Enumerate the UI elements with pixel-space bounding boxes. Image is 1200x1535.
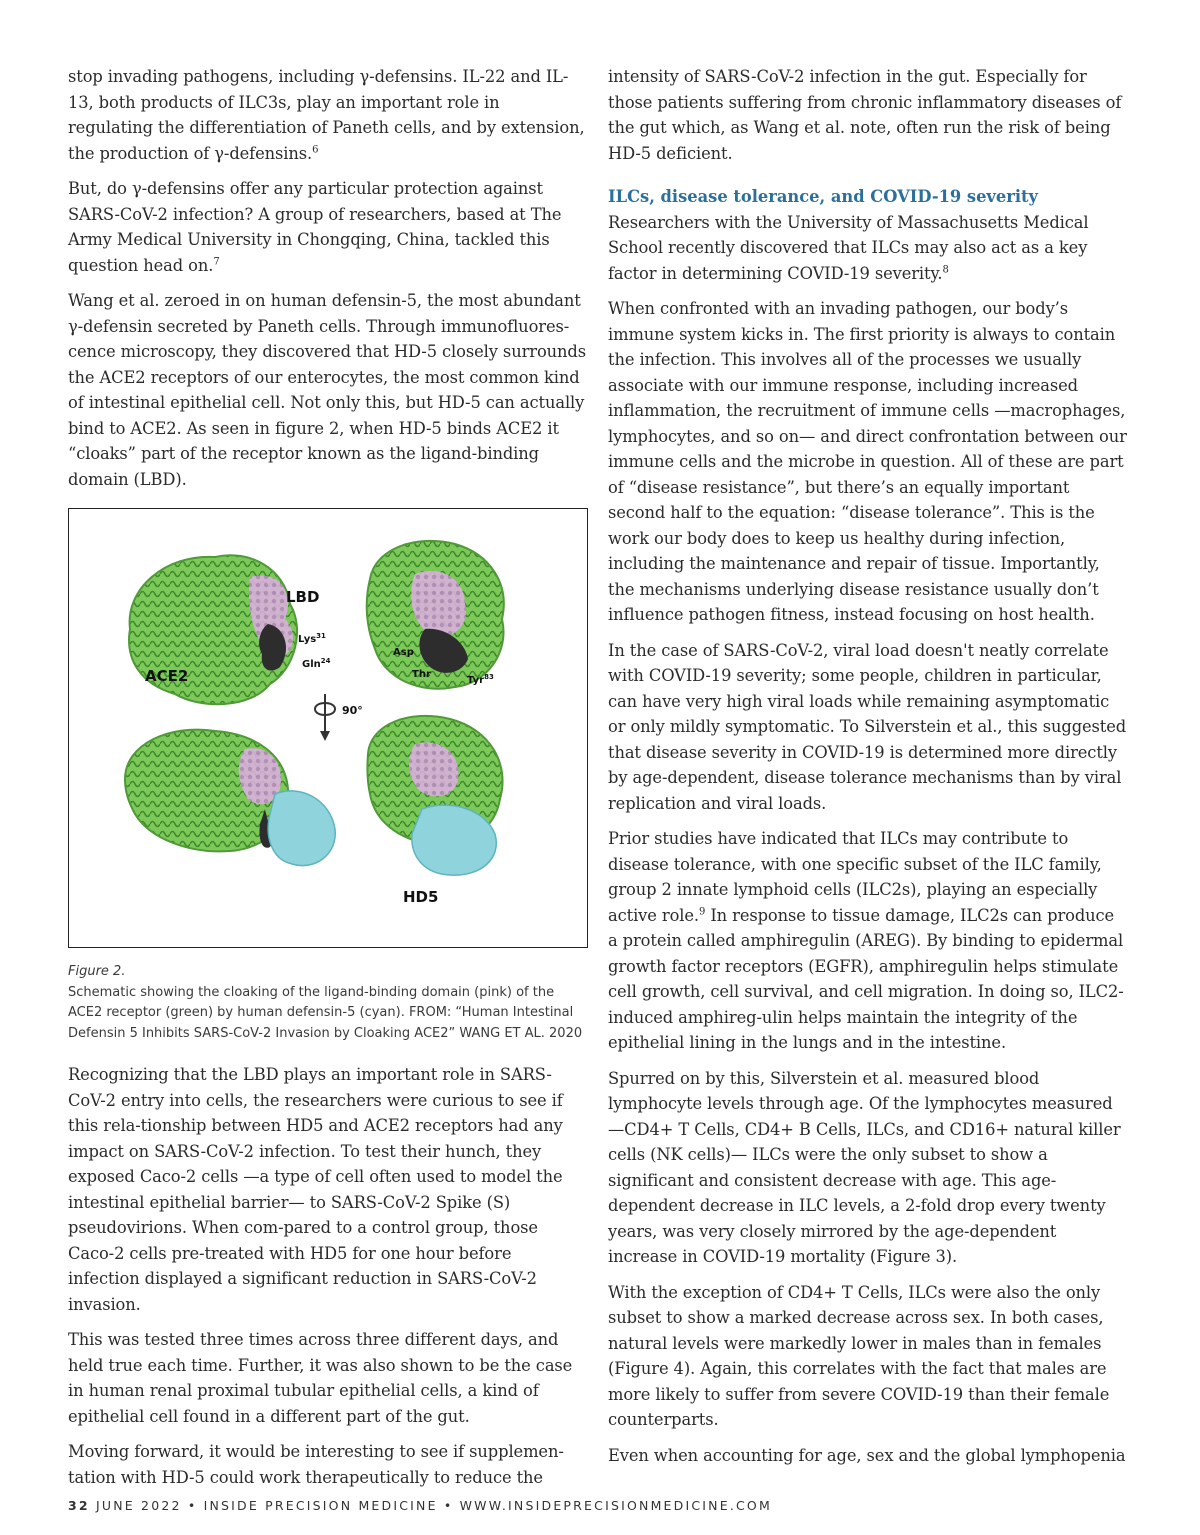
left-paragraph-6: Moving forward, it would be interesting to see if supplemen-tation with HD-5 could work therapeutically to reduce the [68,1442,564,1487]
gln-label: Gln$^{24}$ [302,657,331,670]
right-paragraph-2: Researchers with the University of Massachusetts Medical School recently discovered that ILCs may also act as a key factor in determining COVID-19 severity.$^8$ [608,212,1089,283]
ace2-structure-top-right [367,541,504,689]
figure-label: Figure 2. [68,964,126,979]
left-paragraph-1: stop invading pathogens, including γ-defensins. IL-22 and IL-13, both products of ILC3s, play an important role in regulating the differentiation of Paneth cells, and by extension, the production of γ-defensins.$^6$ [68,67,585,163]
left-column [68,64,588,1500]
left-paragraph-2: But, do γ-defensins offer any particular protection against SARS-CoV-2 infection? A group of researchers, based at The Army Medical University in Chongqing, China, tackled this question head on.$^7$ [68,179,562,275]
page-number: 32 [68,1498,90,1513]
right-paragraph-8: Even when accounting for age, sex and the global lymphopenia [608,1445,1126,1465]
figure-2-image [68,508,588,948]
figure-caption-text: Schematic showing the cloaking of the ligand-binding domain (pink) of the ACE2 receptor (green) by human defensin-5 (cyan). FROM: “Human Intestinal Defensin 5 Inhibits SARS-CoV-2 Invasion by Cloaking ACE2” WANG ET AL. 2020 [68,984,583,1041]
rotation-arrow-icon [315,694,335,741]
reference-8[interactable]: 8 [942,264,949,276]
thr-label: Thr [412,669,431,680]
hd5-label: HD5 [403,888,439,906]
right-paragraph-7: With the exception of CD4+ T Cells, ILCs were also the only subset to show a marked decrease across sex. In both cases, natural levels were markedly lower in males than in females (Figure 4). Again, this correlates with the fact that males are more likely to suffer from severe COVID-19 than their female counterparts. [608,1282,1110,1429]
right-paragraph-1: intensity of SARS-CoV-2 infection in the gut. Especially for those patients suffering from chronic inflammatory diseases of the gut which, as Wang et al. note, often run the risk of being HD-5 deficient. [608,67,1122,163]
reference-7[interactable]: 7 [213,256,220,268]
asp-label: Asp [393,647,414,658]
page-footer [68,1498,1168,1513]
section-heading: ILCs, disease tolerance, and COVID-19 severity [608,187,1038,206]
right-paragraph-4: In the case of SARS-CoV-2, viral load doesn't neatly correlate with COVID-19 severity; some people, children in particular, can have very high viral loads while remaining asymptomatic or only mildly symptomatic. To Silverstein et al., this suggested that disease severity in COVID-19 is determined more directly by age-dependent, disease tolerance mechanisms than by viral replication and viral loads. [608,640,1127,813]
lys-label: Lys$^{31}$ [298,632,326,645]
figure-2-caption [68,962,588,1044]
ace2-hd5-complex-bottom-left [125,730,335,866]
left-paragraph-4: Recognizing that the LBD plays an important role in SARS-CoV-2 entry into cells, the researchers were curious to see if this rela-tionship between HD5 and ACE2 receptors had any impact on SARS-CoV-2 infection. To test their hunch, they exposed Caco-2 cells —a type of cell often used to model the intestinal epithelial barrier— to SARS-CoV-2 Spike (S) pseudovirions. When com-pared to a control group, those Caco-2 cells pre-treated with HD5 for one hour before infection displayed a significant reduction in SARS-CoV-2 invasion. [68,1065,563,1314]
rotation-label: 90° [342,704,363,717]
left-paragraph-3: Wang et al. zeroed in on human defensin-5, the most abundant γ-defensin secreted by Paneth cells. Through immunofluores-cence microscopy, they discovered that HD-5 closely surrounds the ACE2 receptors of our enterocytes, the most common kind of intestinal epithelial cell. Not only this, but HD-5 can actually bind to ACE2. As seen in figure 2, when HD-5 binds ACE2 it “cloaks” part of the receptor known as the ligand-binding domain (LBD). [68,291,586,489]
reference-9[interactable]: 9 [699,906,706,918]
footer-text: JUNE 2022 • INSIDE PRECISION MEDICINE • WWW.INSIDEPRECISIONMEDICINE.COM [95,1498,772,1513]
ace2-label: ACE2 [145,667,189,685]
right-paragraph-6: Spurred on by this, Silverstein et al. measured blood lymphocyte levels through age. Of the lymphocytes measured —CD4+ T Cells, CD4+ B Cells, ILCs, and CD16+ natural killer cells (NK cells)— ILCs were the only subset to show a significant and consistent decrease with age. This age-dependent decrease in ILC levels, a 2-fold drop every twenty years, was very closely mirrored by the age-dependent increase in COVID-19 mortality (Figure 3). [608,1068,1121,1266]
ace2-hd5-complex-bottom-right [367,716,502,875]
protein-structure-illustration [69,509,587,947]
right-column [608,64,1128,1478]
tyr-label: Tyr$^{83}$ [467,673,494,686]
lbd-label: LBD [286,588,320,606]
right-paragraph-5: Prior studies have indicated that ILCs may contribute to disease tolerance, with one specific subset of the ILC family, group 2 innate lymphoid cells (ILC2s), playing an especially active role.$^9$ In response to tissue damage, ILC2s can produce a protein called amphiregulin (AREG). By binding to epidermal growth factor receptors (EGFR), amphiregulin helps stimulate cell growth, cell survival, and cell migration. In doing so, ILC2-induced amphireg-ulin helps maintain the integrity of the epithelial lining in the lungs and in the intestine. [608,829,1124,1052]
reference-6[interactable]: 6 [312,144,319,156]
right-paragraph-3: When confronted with an invading pathogen, our body’s immune system kicks in. The first priority is always to contain the infection. This involves all of the processes we usually associate with our immune response, including increased inflammation, the recruitment of immune cells —macrophages, lymphocytes, and so on— and direct confrontation between our immune cells and the microbe in question. All of these are part of “disease resistance”, but there’s an equally important second half to the equation: “disease tolerance”. This is the work our body does to keep us healthy during infection, including the maintenance and repair of tissue. Importantly, the mechanisms underlying disease resistance usually don’t influence pathogen fitness, instead focusing on host health. [608,299,1127,624]
left-paragraph-5: This was tested three times across three different days, and held true each time. Further, it was also shown to be the case in human renal proximal tubular epithelial cells, a kind of epithelial cell found in a different part of the gut. [68,1330,573,1426]
